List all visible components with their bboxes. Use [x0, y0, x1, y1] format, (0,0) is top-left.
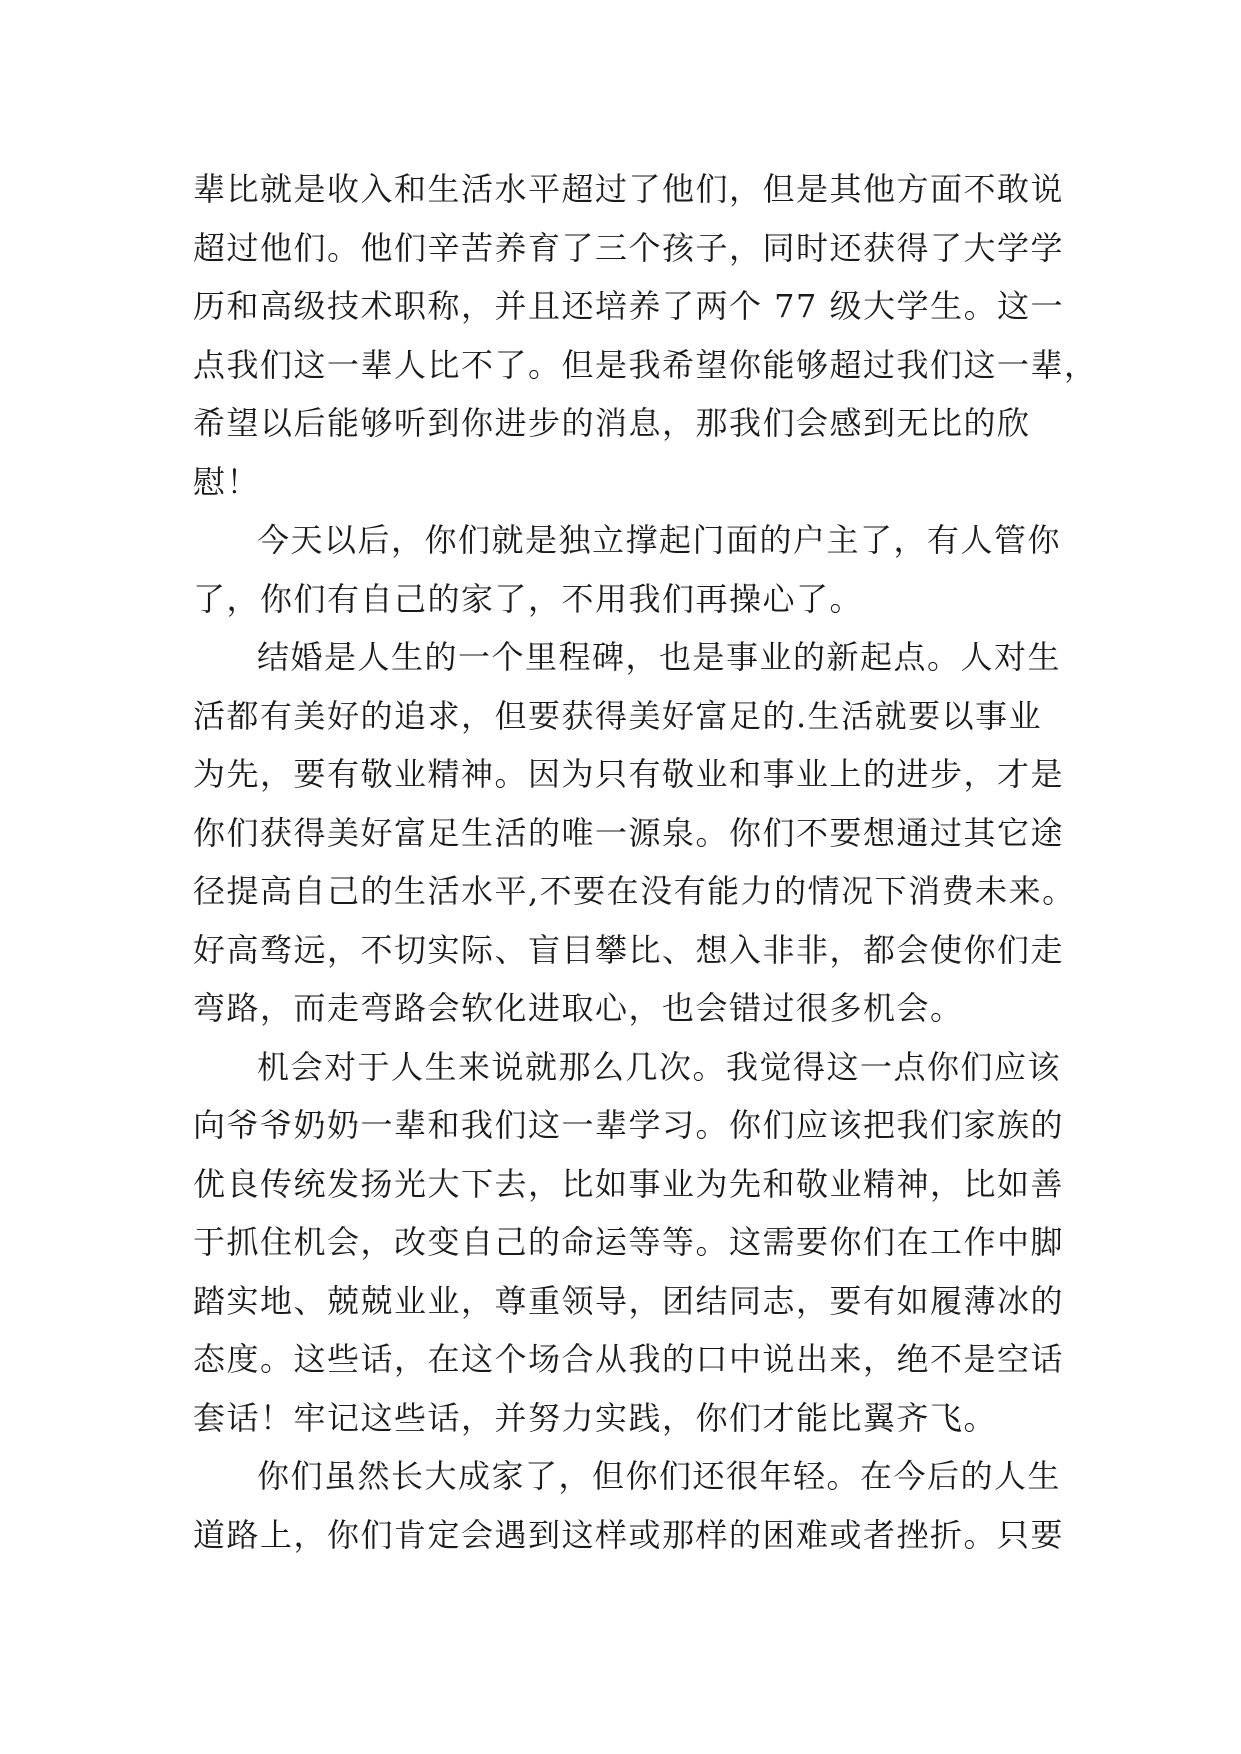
text-line: 超过他们。他们辛苦养育了三个孩子，同时还获得了大学学	[193, 228, 1065, 267]
text-line: 优良传统发扬光大下去，比如事业为先和敬业精神，比如善	[193, 1164, 1065, 1203]
text-line: 套话！牢记这些话，并努力实践，你们才能比翼齐飞。	[193, 1398, 998, 1437]
text-line: 希望以后能够听到你进步的消息，那我们会感到无比的欣	[193, 404, 1031, 442]
text-line: 慰！	[193, 462, 261, 501]
text-line: 了，你们有自己的家了，不用我们再操心了。	[193, 579, 864, 618]
text-line: 你们获得美好富足生活的唯一源泉。你们不要想通过其它途	[193, 813, 1065, 852]
paragraph-first-line: 今天以后，你们就是独立撑起门面的户主了，有人管你	[257, 521, 1062, 559]
text-line: 点我们这一辈人比不了。但是我希望你能够超过我们这一辈，	[193, 345, 1098, 384]
text-line: 态度。这些话，在这个场合从我的口中说出来，绝不是空话	[193, 1340, 1065, 1378]
body-text	[193, 160, 1098, 1564]
text-line: 活都有美好的追求，但要获得美好富足的.生活就要以事业	[193, 696, 1043, 735]
text-line: 踏实地、兢兢业业，尊重领导，团结同志，要有如履薄冰的	[193, 1281, 1065, 1320]
text-line: 好高骛远，不切实际、盲目攀比、想入非非，都会使你们走	[193, 930, 1065, 969]
text-line: 径提高自己的生活水平,不要在没有能力的情况下消费未来。	[193, 872, 1076, 910]
text-line: 弯路，而走弯路会软化进取心，也会错过很多机会。	[193, 989, 964, 1027]
text-line: 为先，要有敬业精神。因为只有敬业和事业上的进步，才是	[193, 755, 1065, 793]
paragraph-first-line: 你们虽然长大成家了，但你们还很年轻。在今后的人生	[257, 1457, 1062, 1495]
paragraph-first-line: 机会对于人生来说就那么几次。我觉得这一点你们应该	[257, 1047, 1062, 1086]
text-line: 辈比就是收入和生活水平超过了他们，但是其他方面不敢说	[193, 170, 1065, 208]
text-line: 于抓住机会，改变自己的命运等等。这需要你们在工作中脚	[193, 1223, 1065, 1261]
text-line: 向爷爷奶奶一辈和我们这一辈学习。你们应该把我们家族的	[193, 1106, 1065, 1144]
paragraph-first-line: 结婚是人生的一个里程碑，也是事业的新起点。人对生	[257, 638, 1062, 676]
text-line: 道路上，你们肯定会遇到这样或那样的困难或者挫折。只要	[193, 1515, 1065, 1554]
text-line: 历和高级技术职称，并且还培养了两个 77 级大学生。这一	[193, 287, 1065, 325]
